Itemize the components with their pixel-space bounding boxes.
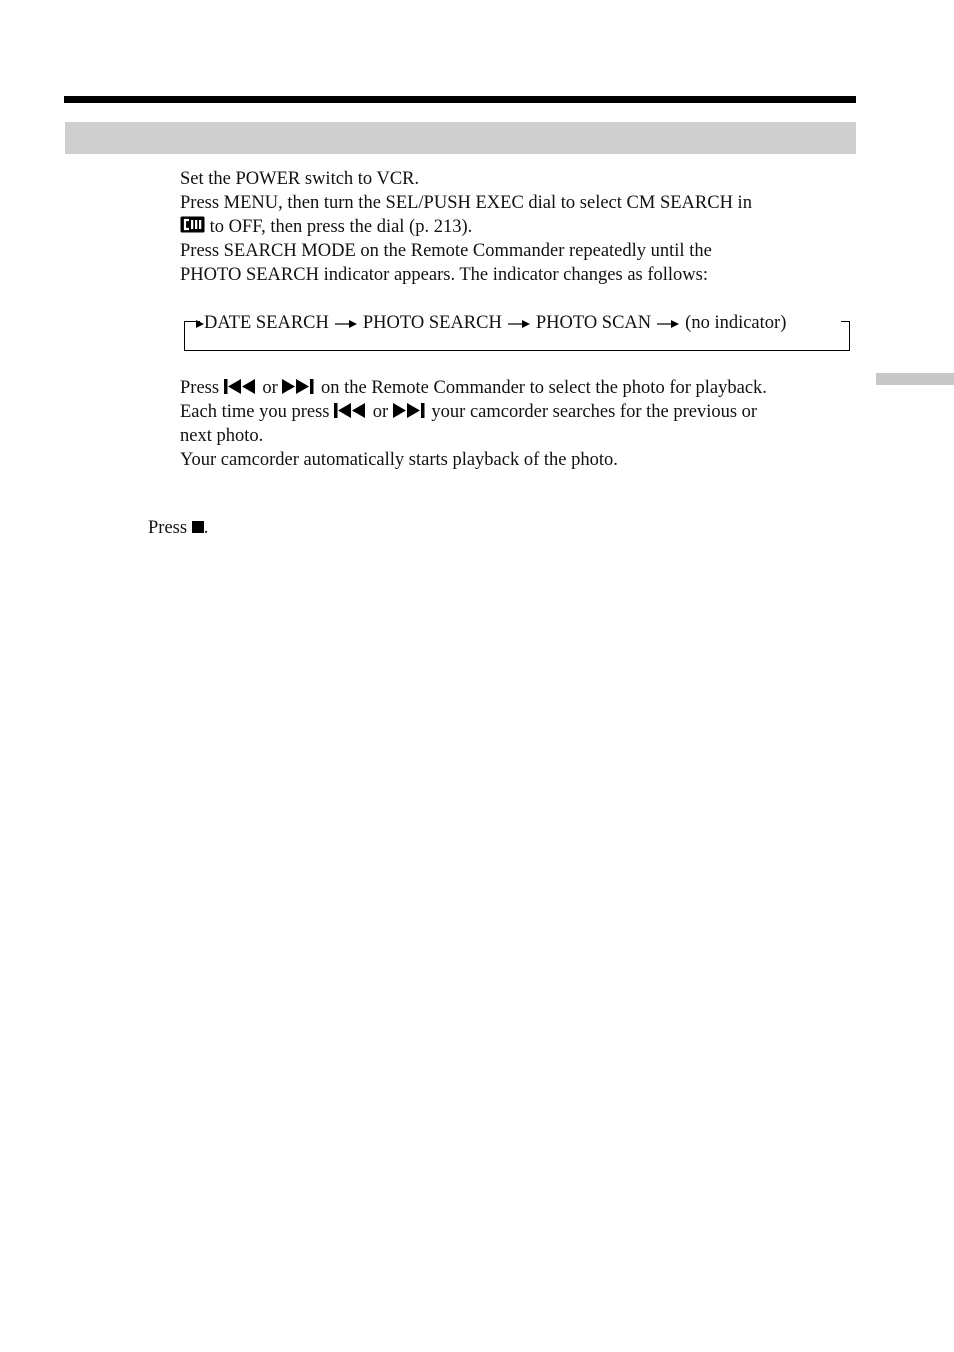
- step-text: to OFF, then press the dial (p. 213).: [209, 217, 473, 237]
- tape-menu-icon: [180, 216, 205, 240]
- skip-next-icon: [393, 401, 427, 425]
- step-text: Press: [180, 378, 220, 398]
- arrow-right-icon: [657, 310, 679, 336]
- stop-icon: [192, 516, 204, 540]
- header-rule: [64, 96, 856, 103]
- step-line: Set the POWER switch to VCR.: [180, 169, 420, 189]
- step-text: Each time you press: [180, 402, 330, 422]
- flow-item: (no indicator): [685, 313, 787, 333]
- step-text: or: [262, 378, 278, 398]
- arrow-right-icon: [508, 310, 530, 336]
- stop-instruction: [148, 516, 208, 540]
- skip-previous-icon: [334, 401, 368, 425]
- step-text: or: [372, 402, 389, 422]
- arrow-right-icon: [335, 310, 357, 336]
- step-line: Your camcorder automatically starts playback of the photo.: [180, 450, 618, 470]
- step-line: [180, 400, 757, 425]
- step-text: Press: [148, 518, 188, 538]
- section-heading-band: [65, 122, 856, 154]
- step-line: Press MENU, then turn the SEL/PUSH EXEC dial to select CM SEARCH in: [180, 193, 752, 213]
- step-line: next photo.: [180, 426, 264, 446]
- step-line: [180, 376, 767, 401]
- step-text: your camcorder searches for the previous or: [431, 402, 758, 422]
- flow-item: DATE SEARCH: [204, 313, 329, 333]
- step-line: [180, 215, 472, 240]
- flow-item: PHOTO SEARCH: [362, 313, 502, 333]
- step-text: .: [203, 518, 209, 538]
- arrow-right-icon: [196, 310, 204, 336]
- step-line: Press SEARCH MODE on the Remote Commander repeatedly until the: [180, 241, 712, 261]
- step-line: PHOTO SEARCH indicator appears. The indicator changes as follows:: [180, 265, 709, 285]
- step-text: on the Remote Commander to select the photo for playback.: [320, 378, 767, 398]
- skip-next-icon: [282, 377, 316, 401]
- skip-previous-icon: [224, 377, 258, 401]
- flow-item: PHOTO SCAN: [535, 313, 652, 333]
- side-index-tab: [876, 373, 954, 385]
- indicator-flow: [184, 310, 850, 336]
